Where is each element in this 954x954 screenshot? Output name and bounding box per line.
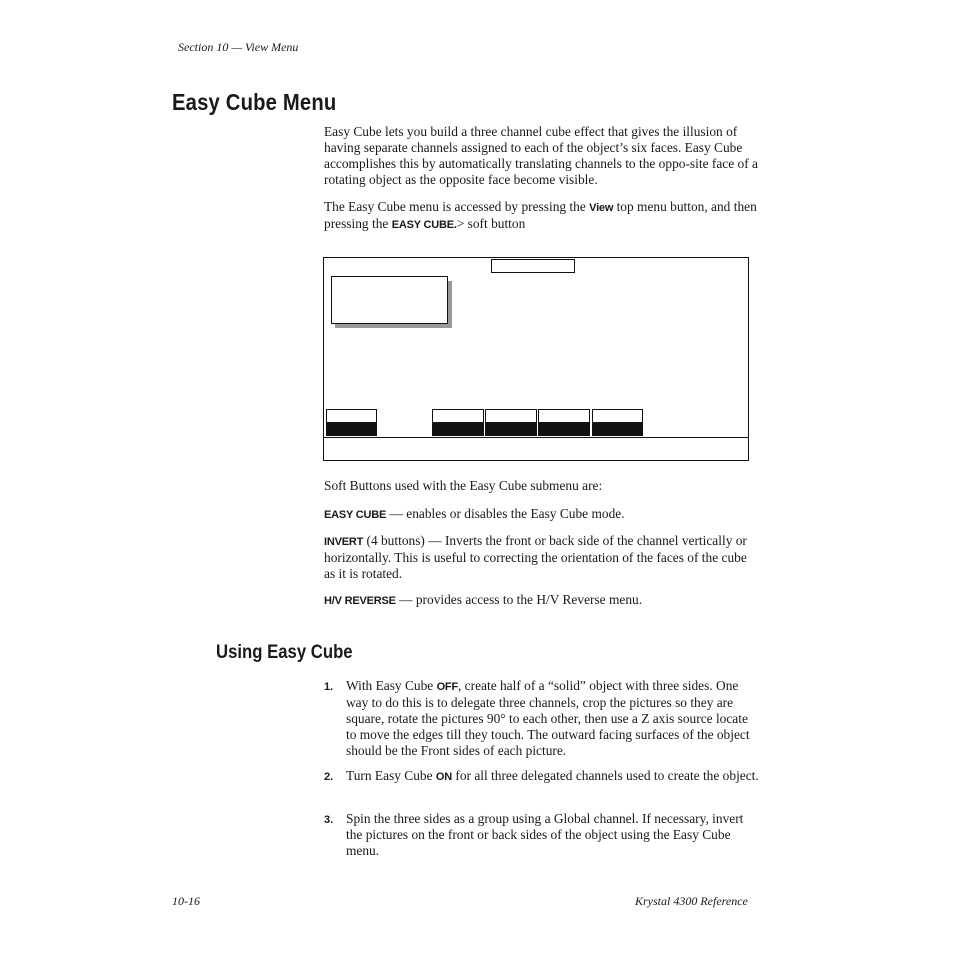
step-number: 3. [324,814,334,826]
definition-term: INVERT [324,536,364,548]
status-bar [324,438,748,460]
definition-term: H/V REVERSE [324,595,396,607]
easy-cube-keyword: EASY CUBE. [391,219,457,232]
step-text: Turn Easy Cube ON for all three delegated channels used to create the object. [346,768,759,783]
definition-invert [324,533,760,582]
definition-desc: (4 buttons) — Inverts the front or back side of the channel vertically or horizontally. This is useful to correcting the orientation of the faces of the cube as it is rotated. [324,533,747,582]
step-number: 2. [324,771,334,783]
page-number: 10-16 [172,894,200,908]
step-text: Spin the three sides as a group using a Global channel. If necessary, invert the pictures on the front or back sides of the object using the Easy Cube menu. [346,811,744,859]
page-title: Easy Cube Menu [172,89,337,115]
soft-button-invert-1[interactable] [432,409,484,436]
running-header: Section 10 — View Menu [178,40,299,54]
section-heading: Using Easy Cube [216,642,353,663]
definition-desc: — provides access to the H/V Reverse menu. [395,592,643,607]
view-keyword: View [589,202,614,214]
menu-panel [331,276,448,324]
step-text: With Easy Cube OFF, create half of a “solid” object with three sides. One way to do this is to delegate three channels, crop the pictures so they are square, rotate the pictures 90° to each other, then use a Z axis source locate to move the edges till they touch. The outward facing surfaces of the object should be the Front sides of each picture. [346,678,750,759]
definition-hv-reverse [324,592,760,609]
soft-button-invert-4[interactable] [592,409,643,436]
definition-term: EASY CUBE [324,509,387,521]
book-title: Krystal 4300 Reference [635,894,748,908]
step-1 [324,678,760,758]
intro-p2-text-b: top menu button, and then pressing the [324,199,757,232]
soft-button-invert-2[interactable] [485,409,537,436]
intro-paragraph-1: Easy Cube lets you build a three channel cube effect that gives the illusion of having separate channels assigned to each of the object’s six faces. Easy Cube accomplishes this by automatically translating channels to the oppo-site face of a rotating object as the opposite face become visible. [324,124,758,188]
definition-easy-cube [324,506,760,523]
step-3 [324,811,760,861]
intro-p2-text-c: > soft button [456,216,526,232]
off-keyword: OFF [436,681,458,693]
step-2 [324,768,760,802]
soft-buttons-intro: Soft Buttons used with the Easy Cube submenu are: [324,478,603,493]
soft-button-invert-3[interactable] [538,409,590,436]
soft-button-easy-cube[interactable] [326,409,377,436]
menu-title-box [491,259,575,273]
intro-p2-text-a: The Easy Cube menu is accessed by pressing the [324,199,590,214]
easy-cube-menu-diagram [323,257,749,461]
step-number: 1. [324,681,334,693]
intro-paragraph-2 [324,199,760,233]
definition-desc: — enables or disables the Easy Cube mode. [386,506,625,521]
on-keyword: ON [435,771,453,783]
